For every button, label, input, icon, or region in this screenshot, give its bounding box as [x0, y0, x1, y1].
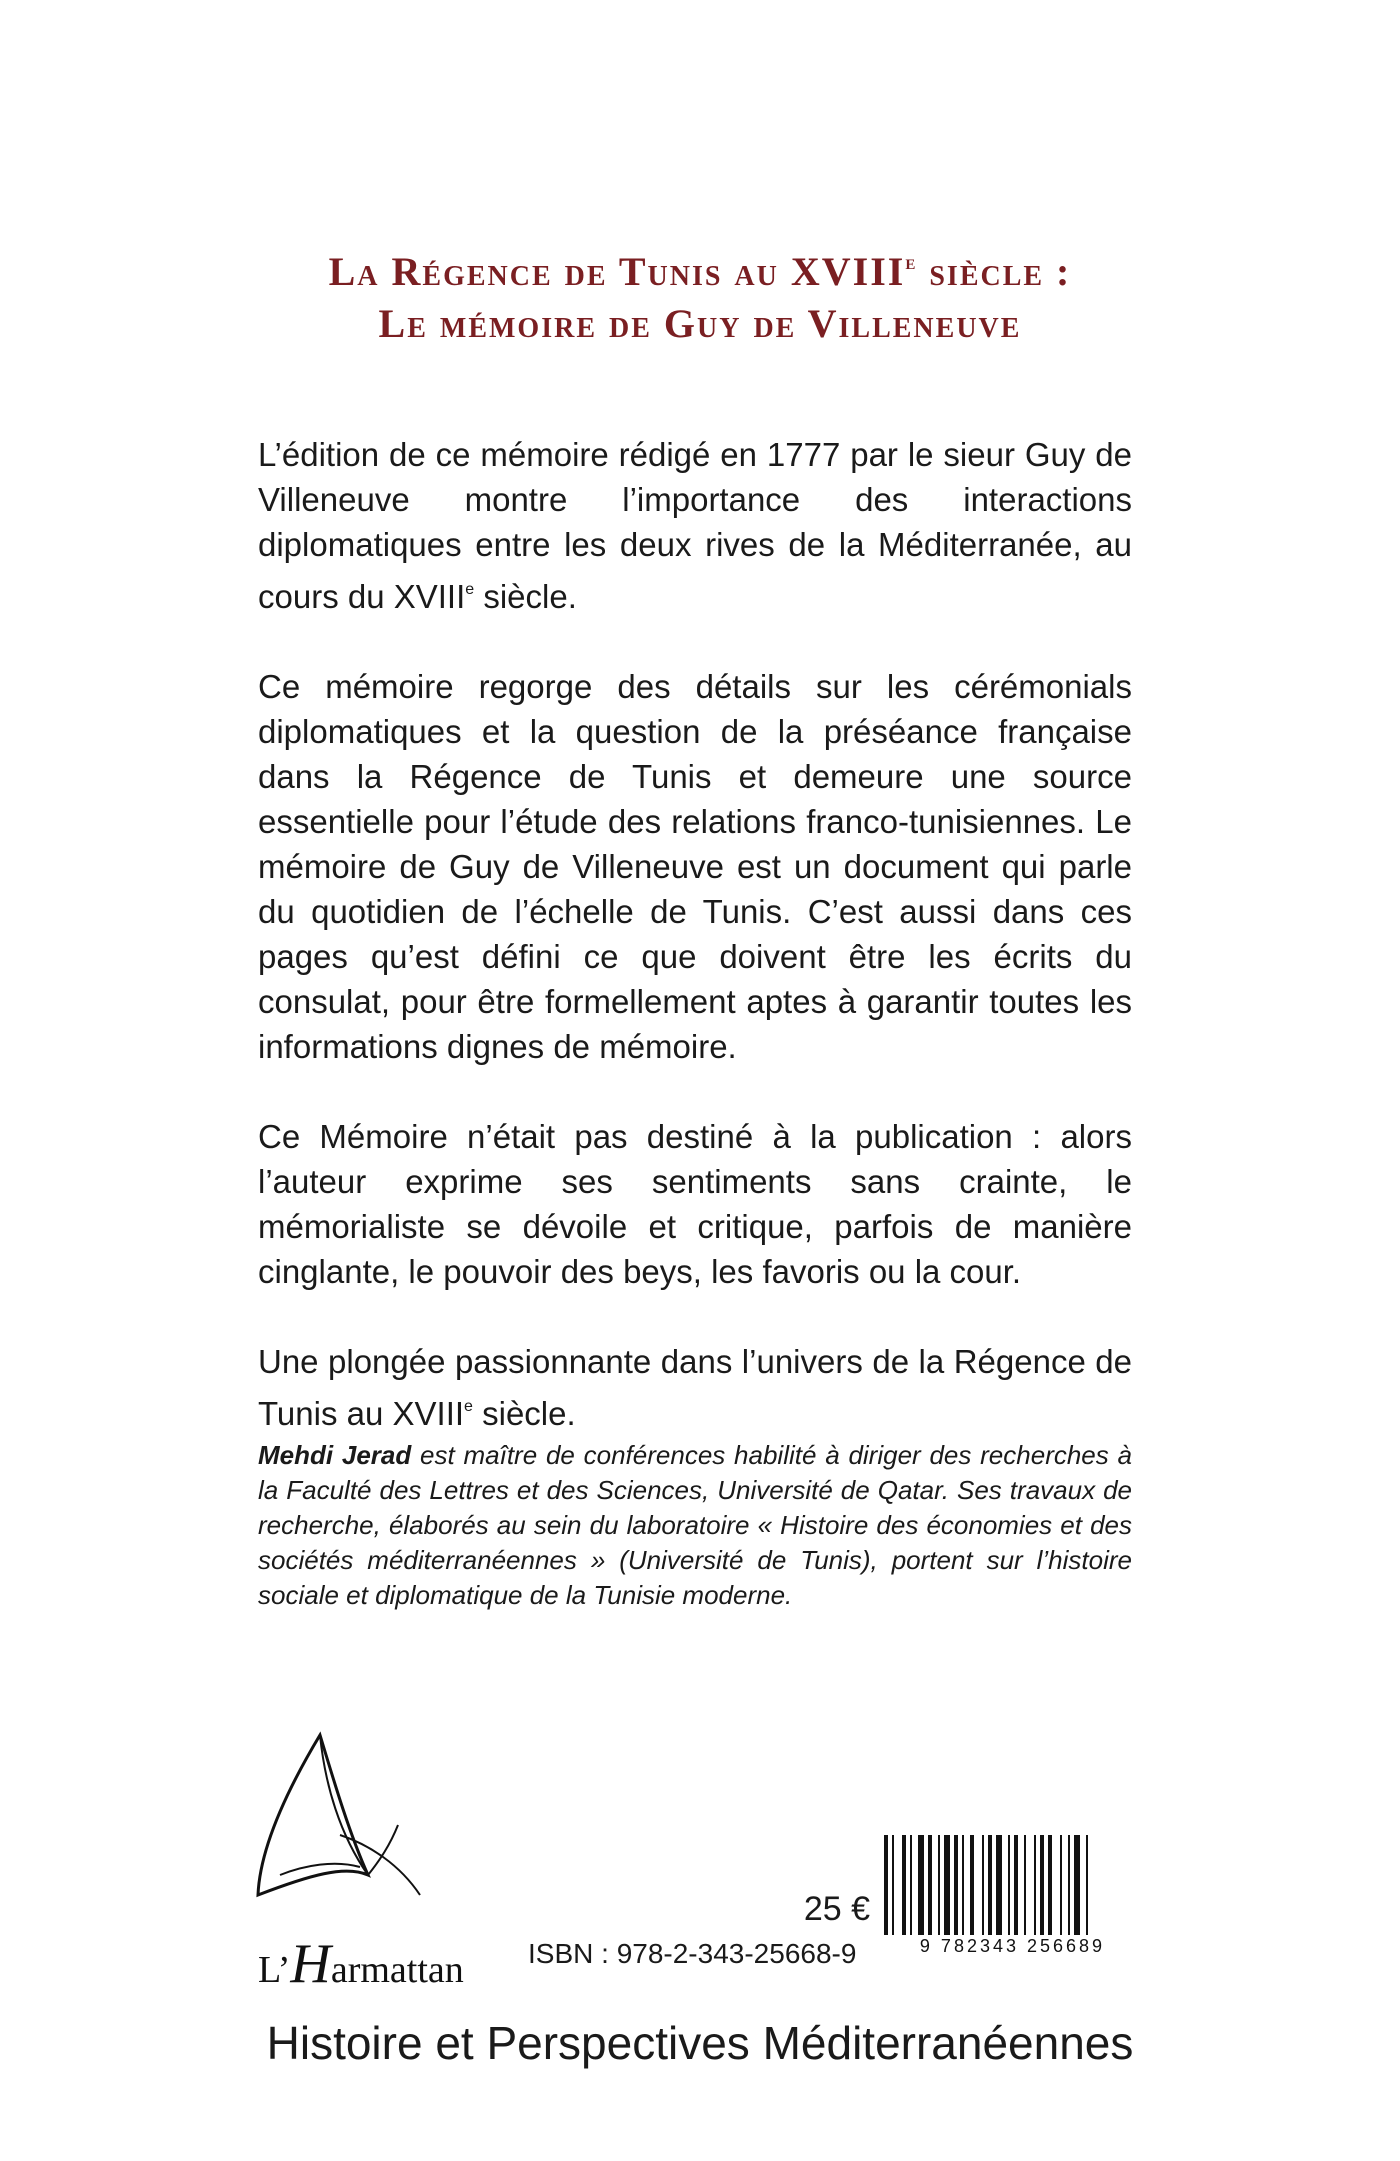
barcode-bar [1060, 1835, 1062, 1935]
price: 25 € [803, 1890, 870, 1928]
summary [258, 432, 1132, 1481]
book-title-line-1 [150, 248, 1250, 295]
barcode-digits: 9 782343 256689 [880, 1936, 1145, 1957]
summary-p1-sup: e [465, 581, 475, 598]
logo-rest: armattan [330, 1949, 464, 1991]
barcode-bar [944, 1835, 950, 1935]
book-title-line-2: Le mémoire de Guy de Villeneuve [378, 301, 1022, 346]
barcode-bar [988, 1835, 992, 1935]
summary-paragraph-3: Ce Mémoire n’était pas destiné à la publication : alors l’auteur exprime ses sentiments sans crainte, le mémorialiste se dévoile et critique, parfois de manière cinglante, le pouvoir des beys, les favoris ou la cour. [258, 1118, 1132, 1290]
barcode-bar [962, 1835, 964, 1935]
barcode-bar [1068, 1835, 1070, 1935]
publisher-logo [258, 1932, 464, 1996]
summary-p4-text: Une plongée passionnante dans l’univers de la Régence de Tunis au XVIII [258, 1343, 1132, 1432]
barcode-bar [1086, 1835, 1088, 1935]
summary-paragraph-1 [258, 432, 1132, 619]
barcode-bar [1024, 1835, 1026, 1935]
logo-initial: H [290, 1933, 331, 1995]
barcode-bar [938, 1835, 940, 1935]
barcode-bar [996, 1835, 1002, 1935]
summary-p4-sup: e [464, 1398, 473, 1415]
summary-paragraph-4 [258, 1339, 1132, 1436]
barcode-bar [1048, 1835, 1052, 1935]
summary-p4-end: siècle. [472, 1395, 576, 1432]
title-line1-sup: e [905, 249, 918, 274]
barcode-bar [1008, 1835, 1010, 1935]
summary-paragraph-2: Ce mémoire regorge des détails sur les cérémonials diplomatiques et la question de la préséance française dans la Régence de Tunis et demeure une source essentielle pour l’étude des relations franco-tunisiennes. Le mémoire de Guy de Villeneuve est un document qui parle du quotidien de l’échelle de Tunis. C’est aussi dans ces pages qu’est défini ce que doivent être les écrits du consulat, pour être formellement aptes à garantir toutes les informations dignes de mémoire. [258, 668, 1132, 1065]
barcode-bar [1014, 1835, 1018, 1935]
barcode-bar [928, 1835, 932, 1935]
barcode-bar [918, 1835, 924, 1935]
title-line1-prefix: La Régence de Tunis au XVIII [328, 249, 906, 294]
barcode-bar [1040, 1835, 1044, 1935]
barcode-bar [1034, 1835, 1036, 1935]
barcode-bar [1074, 1835, 1080, 1935]
summary-p1-end: siècle. [474, 578, 577, 615]
barcode-bar [970, 1835, 974, 1935]
barcode-bar [884, 1835, 888, 1935]
summary-p1-text: L’édition de ce mémoire rédigé en 1777 par le sieur Guy de Villeneuve montre l’importance des interactions diplomatiques entre les deux rives de la Méditerranée, au cours du XVIII [258, 436, 1132, 615]
author-bio [258, 1438, 1132, 1613]
author-name: Mehdi Jerad [258, 1440, 412, 1470]
barcode-bar [910, 1835, 912, 1935]
barcode-bar [954, 1835, 958, 1935]
logo-prefix: L’ [258, 1949, 291, 1991]
isbn: ISBN : 978-2-343-25668-9 [528, 1938, 857, 1969]
barcode-bar [892, 1835, 894, 1935]
collection-name: Histoire et Perspectives Méditerranéennes [266, 2017, 1134, 2069]
barcode-bar [902, 1835, 906, 1935]
title-line1-suffix: siècle : [917, 249, 1072, 294]
barcode-bar [982, 1835, 984, 1935]
author-bio-text: est maître de conférences habilité à diriger des recherches à la Faculté des Lettres et des Sciences, Université de Qatar. Ses travaux de recherche, élaborés au sein du laboratoire « Histoire des économies et des sociétés méditerranéennes » (Université de Tunis), portent sur l’histoire sociale et diplomatique de la Tunisie moderne. [258, 1440, 1132, 1610]
